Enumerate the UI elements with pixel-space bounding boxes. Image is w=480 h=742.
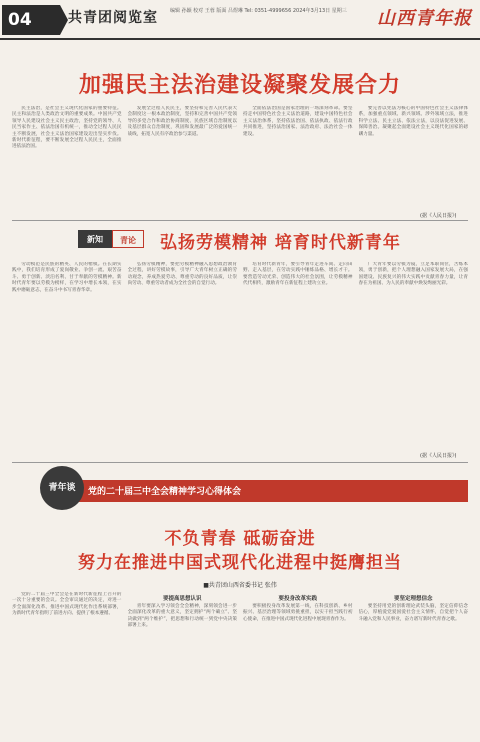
article1-byline: (据《人民日报》) (420, 213, 457, 219)
section-title: 共青团阅览室 (68, 10, 158, 26)
column-seal: 青年谈 (40, 466, 84, 510)
topic-banner (78, 480, 468, 502)
article1-headline: 加强民主法治建设凝聚发展合力 (78, 72, 401, 98)
article2-paragraph: 劳动模范是民族的精英、人民的楷模。在长期实践中，我们培育形成了爱岗敬业、争创一流、艰苦奋斗、勇于创新、淡泊名利、甘于奉献的劳模精神。新时代青年要以劳模为榜样，在学习中增长本领，在实践中磨砺意志，在奋斗中书写青春华章。 (12, 262, 122, 293)
article2-paragraph: 培育时代新青年，要引导青年走进车间、走向田野、走入基层，在劳动实践中锤炼品格、增长才干。要营造劳动光荣、创造伟大的社会氛围，让劳模精神代代相传，激励青年在新征程上建功立业。 (243, 262, 353, 287)
article1-paragraph: 民主法治，是社会主义现代化国家的重要特征。民主和法治是人类政治文明的重要成果。中国共产党领导人民建设社会主义民主政治，坚持党的领导、人民当家作主、依法治国有机统一，推动全过程人民民主不断发展，社会主义法治国家建设迈出坚实步伐。新时代新征程，要不断发展全过程人民民主，全面推进依法治国。 (12, 106, 122, 150)
article3-headline-line1: 不负青春 砥砺奋进 (164, 529, 316, 549)
article2-byline: (据《人民日报》) (420, 453, 457, 459)
article3-headline-line2: 努力在推进中国式现代化进程中挺膺担当 (78, 553, 402, 573)
article1-column (243, 106, 353, 210)
article3-paragraph: 要坚持用党的创新理论武装头脑，坚定信仰信念信心，厚植爱党爱国爱社会主义情怀，自觉把个人奋斗融入党和人民事业，奋力谱写新时代青春之歌。 (358, 604, 468, 622)
topic-banner-text: 党的二十届三中全会精神学习心得体会 (88, 487, 242, 497)
column-badge (78, 226, 148, 252)
article3-body (12, 592, 468, 738)
page-meta: 编辑 孙颖 校对 王蓉 版面 吕煜琳 Tel: 0351-4999656 2024年3月13日 星期三 (170, 8, 347, 14)
article2-column (12, 262, 122, 448)
masthead-rule (0, 38, 480, 40)
article3-subhead: 要提高思想认识 (162, 596, 202, 602)
article2-column (359, 262, 469, 448)
article3-column (128, 592, 238, 738)
article3-paragraph: 青年要深入学习领会全会精神，深刻领会进一步全面深化改革的重大意义，坚定拥护“两个确立”、坚决做到“两个维护”，把思想和行动统一到党中央决策部署上来。 (127, 604, 237, 629)
article1-column (12, 106, 122, 210)
article2-paragraph: 弘扬劳模精神，要把劳模精神融入思想政治教育全过程，讲好劳模故事，引导广大青年树立正确的劳动观念，养成热爱劳动、尊重劳动的良好品质，让崇尚劳动、尊重劳动者成为全社会的自觉行动。 (127, 262, 237, 287)
article3-column (12, 592, 122, 738)
section-divider (12, 220, 468, 221)
article2-paragraph: 广大青年要以劳模为镜，立足本职岗位，苦练本领，勇于创新，把个人理想融入国家发展大局，在强国建设、民族复兴的伟大实践中贡献青春力量，让青春在为祖国、为人民的奉献中焕发绚丽光彩。 (358, 262, 468, 287)
badge-right: 青论 (112, 230, 144, 248)
article1-body (12, 106, 468, 210)
article1-paragraph: 发展全过程人民民主，要坚持和完善人民代表大会制度这一根本政治制度，坚持和完善中国共产党领导的多党合作和政治协商制度、民族区域自治制度以及基层群众自治制度，巩固和发展最广泛的爱国统一战线，拓宽人民有序政治参与渠道。 (127, 106, 237, 137)
article2-column (128, 262, 238, 448)
article3-column (359, 592, 469, 738)
masthead (0, 0, 480, 40)
page-number: 04 (2, 5, 60, 35)
article3-paragraph: 党的二十届三中全会是在新时代新征程上召开的一次十分重要的会议。全会审议通过的决定，对进一步全面深化改革、推进中国式现代化作出系统部署，为新时代青年指明了前进方向、提供了根本遵循。 (12, 592, 122, 617)
article1-paragraph: 全面依法治国是国家治理的一场深刻革命。要坚持走中国特色社会主义法治道路，建设中国特色社会主义法治体系，坚持依法治国、依法执政、依法行政共同推进，坚持法治国家、法治政府、法治社会一体建设。 (243, 106, 353, 137)
article3-subhead: 要投身改革实践 (278, 596, 317, 602)
article1-paragraph: 要完善以宪法为核心的中国特色社会主义法律体系，加强重点领域、新兴领域、涉外领域立法，推进科学立法、民主立法、依法立法，以良法促进发展、保障善治。凝聚起全面建设社会主义现代化国家的磅礴力量。 (358, 106, 468, 137)
article2-column (243, 262, 353, 448)
badge-left: 新知 (78, 230, 112, 248)
article2-body (12, 262, 468, 448)
article3-subhead: 要坚定理想信念 (393, 596, 433, 602)
article3-paragraph: 要积极投身改革发展第一线，在科技创新、乡村振兴、基层治理等领域勇挑重担，以实干担当践行初心使命，在推进中国式现代化进程中展现青春作为。 (243, 604, 353, 622)
article1-column (128, 106, 238, 210)
article3-column (243, 592, 353, 738)
section-divider (12, 462, 468, 463)
article3-byline: ■共青团山西省委书记 张伟 (203, 582, 277, 589)
newspaper-logo: 山西青年报 (377, 8, 472, 29)
article2-headline: 弘扬劳模精神 培育时代新青年 (160, 233, 401, 253)
article1-column (359, 106, 469, 210)
